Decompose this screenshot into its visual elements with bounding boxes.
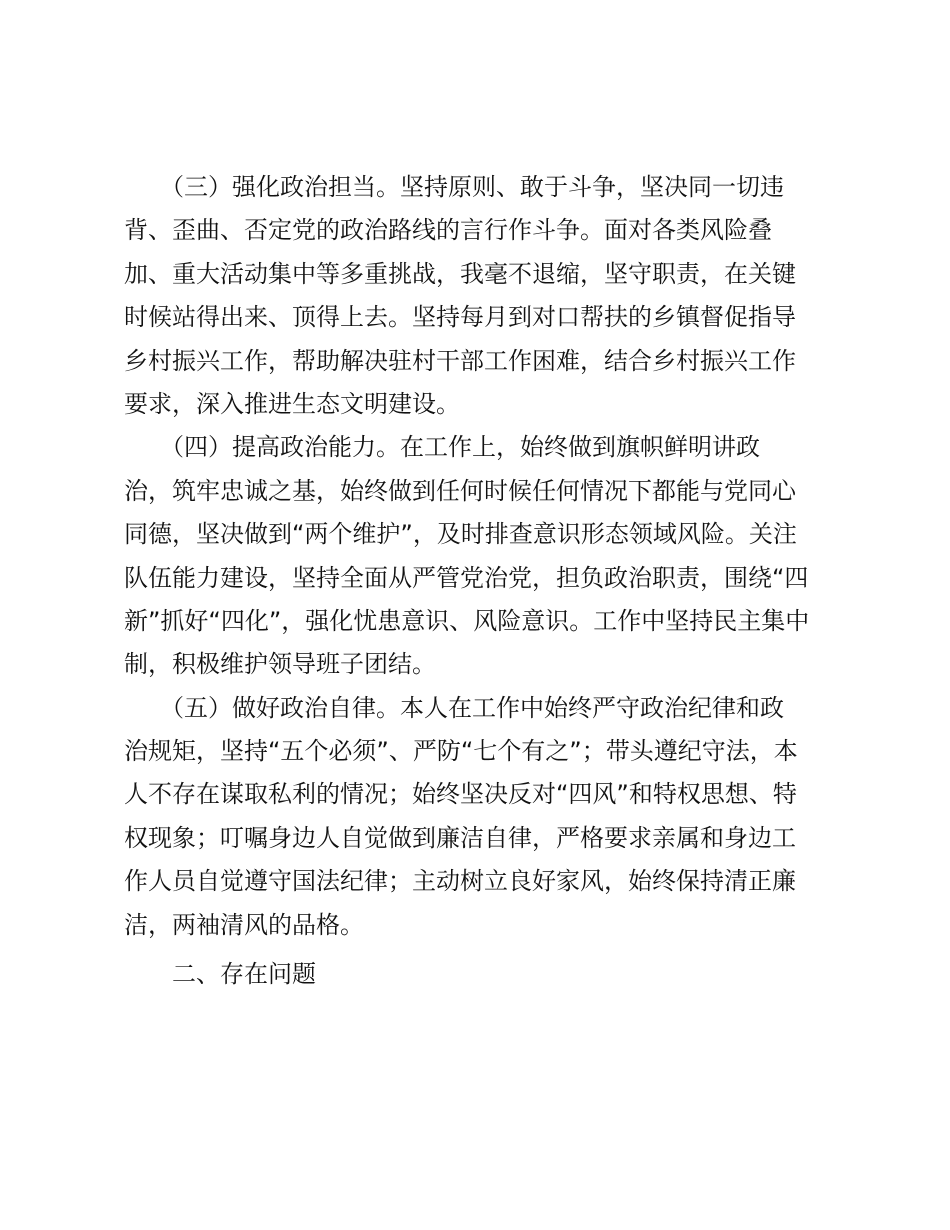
text-line: 要求，深入推进生态文明建设。 [124,389,460,418]
section-heading: 二、存在问题 [124,960,316,989]
text-line: 新”抓好“四化”，强化忧患意识、风险意识。工作中坚持民主集中 [124,606,810,635]
text-line: 权现象；叮嘱身边人自觉做到廉洁自律，严格要求亲属和身边工 [124,823,796,852]
text-line: 背、歪曲、否定党的政治路线的言行作斗争。面对各类风险叠 [124,216,772,245]
paragraph-political-ability [124,426,836,686]
text-line: 作人员自觉遵守国法纪律；主动树立良好家风，始终保持清正廉 [124,867,796,896]
text-line: 加、重大活动集中等多重挑战，我毫不退缩，坚守职责，在关键 [124,259,796,288]
text-line: （四）提高政治能力。在工作上，始终做到旗帜鲜明讲政 [124,433,760,462]
text-line: 人不存在谋取私利的情况；始终坚决反对“四风”和特权思想、特 [124,780,797,809]
paragraph-political-responsibility [124,166,836,426]
text-line: 治规矩，坚持“五个必须”、严防“七个有之”；带头遵纪守法，本 [124,737,798,766]
text-line: （三）强化政治担当。坚持原则、敢于斗争，坚决同一切违 [124,173,784,201]
text-line: 乡村振兴工作，帮助解决驻村干部工作困难，结合乡村振兴工作 [124,346,796,375]
text-line: 同德，坚决做到“两个维护”，及时排查意识形态领域风险。关注 [124,520,797,549]
paragraph-political-self-discipline [124,687,836,947]
text-line: 时候站得出来、顶得上去。坚持每月到对口帮扶的乡镇督促指导 [124,303,796,332]
text-line: 队伍能力建设，坚持全面从严管党治党，担负政治职责，围绕“四 [124,563,809,592]
text-line: 制，积极维护领导班子团结。 [124,650,436,679]
document-body [124,166,836,996]
text-line: （五）做好政治自律。本人在工作中始终严守政治纪律和政 [124,693,784,722]
text-line: 治，筑牢忠诚之基，始终做到任何时候任何情况下都能与党同心 [124,476,796,505]
text-line: 洁，两袖清风的品格。 [124,910,364,939]
